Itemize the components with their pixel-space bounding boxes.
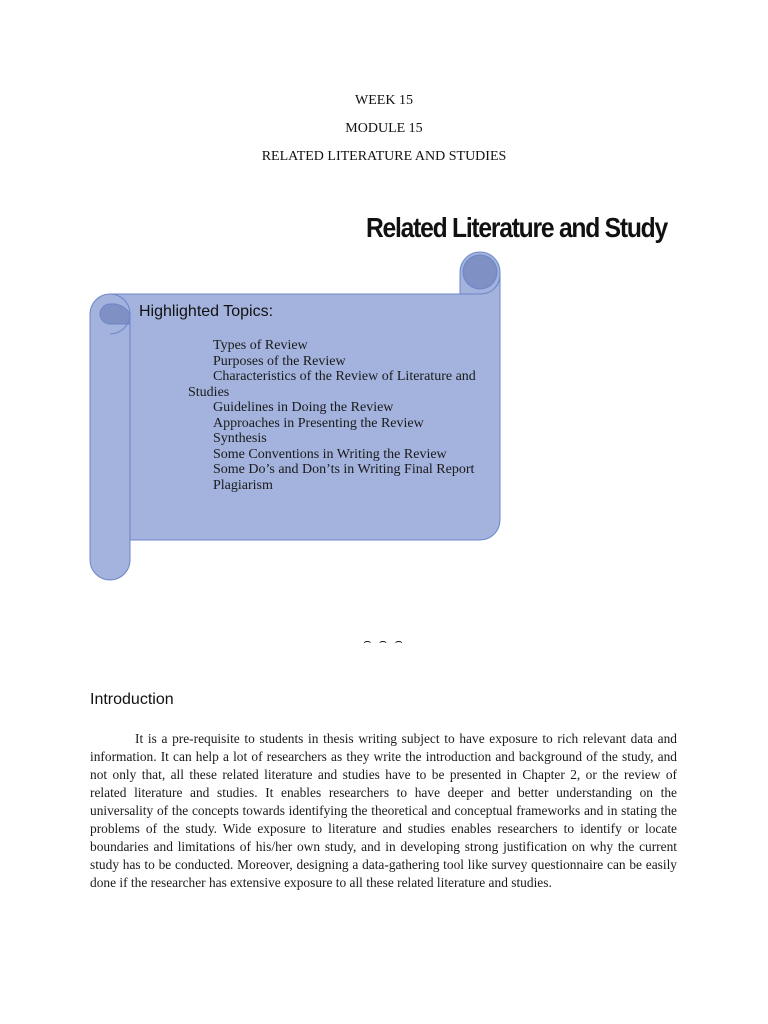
subject-heading: RELATED LITERATURE AND STUDIES <box>261 149 507 164</box>
topics-heading: Highlighted Topics: <box>139 303 274 320</box>
topic-item: Approaches in Presenting the Review <box>213 415 424 431</box>
topic-item: Guidelines in Doing the Review <box>213 400 394 415</box>
banner-title: Related Literature and Study <box>366 212 667 243</box>
topic-item: Purposes of the Review <box>213 353 346 369</box>
topic-item: Plagiarism <box>213 477 273 493</box>
topic-item: Types of Review <box>213 338 308 353</box>
topic-item: Some Do’s and Don’ts in Writing Final Report <box>213 462 475 477</box>
topics-list <box>188 338 478 493</box>
section-divider: ⌢ ⌢ ⌢ <box>363 634 405 648</box>
topic-item: Synthesis <box>213 431 267 446</box>
module-label: MODULE 15 <box>345 121 423 136</box>
week-label: WEEK 15 <box>355 93 413 108</box>
introduction-heading: Introduction <box>90 691 174 708</box>
topic-item: Characteristics of the Review of Literature and Studies <box>188 369 476 400</box>
topic-item: Some Conventions in Writing the Review <box>213 446 447 462</box>
introduction-paragraph: It is a pre-requisite to students in thesis writing subject to have exposure to rich relevant data and information. It can help a lot of researchers as they write the introduction and background of the study, and not only that, all these related literature and studies have to be presented in Chapter 2, or the review of related literature and studies. It enables researchers to have deeper and better understanding on the universality of the concepts towards identifying the theoretical and conceptual frameworks and in stating the problems of the study. Wide exposure to literature and studies enables researchers to identify or locate boundaries and limitations of his/her own study, and in developing strong justification on why the current study has to be conducted. Moreover, designing a data-gathering tool like survey questionnaire can be easily done if the researcher has extensive exposure to all these related literature and studies. <box>90 731 677 890</box>
